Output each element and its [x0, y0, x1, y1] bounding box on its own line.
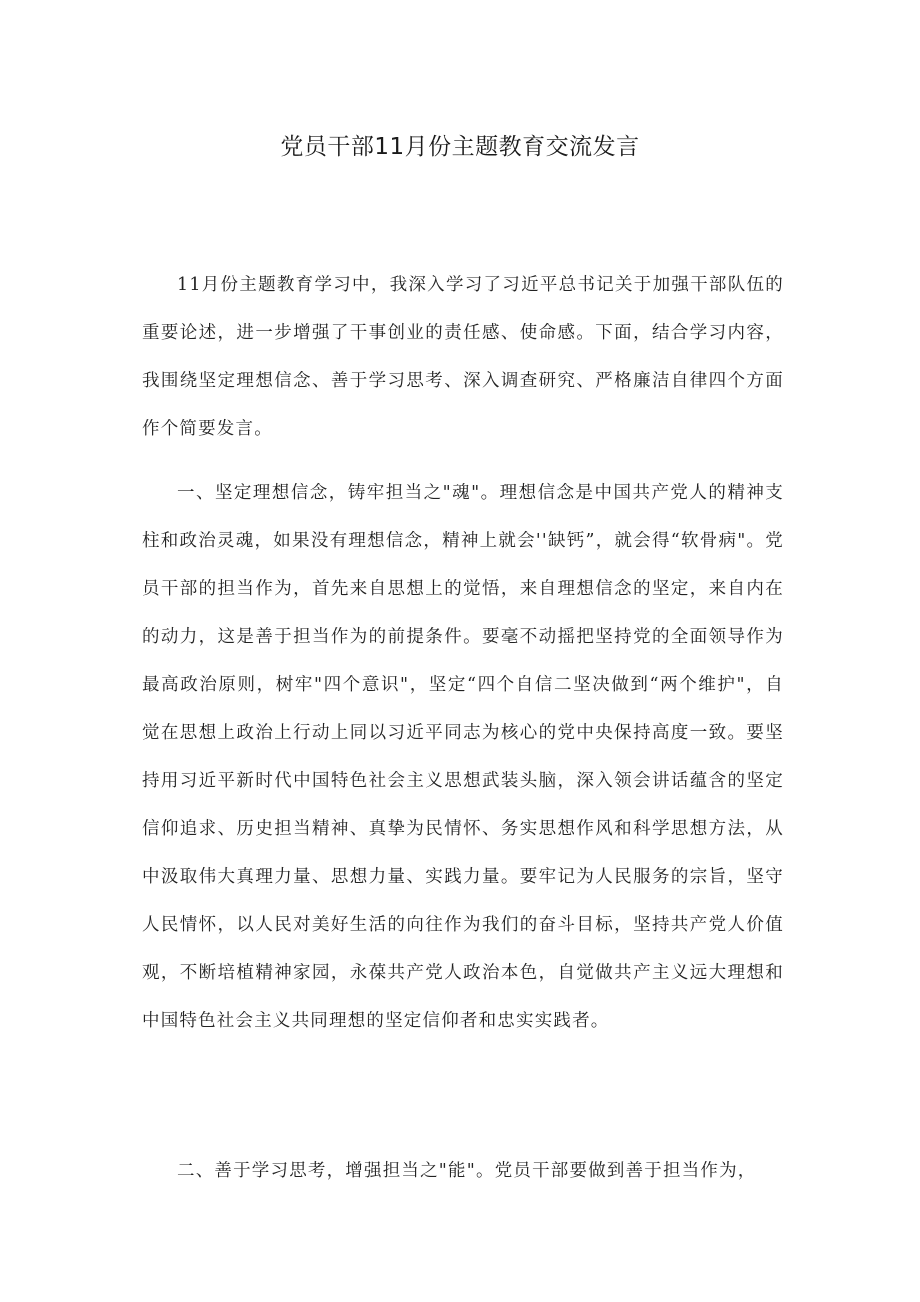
- paragraph-section-two: 二、善于学习思考，增强担当之"能"。党员干部要做到善于担当作为，: [177, 1161, 757, 1181]
- paragraph-intro: 11月份主题教育学习中，我深入学习了习近平总书记关于加强干部队伍的重要论述，进一步增强了干事创业的责任感、使命感。下面，结合学习内容，我围绕坚定理想信念、善于学习思考、深入调查研究、严格廉洁自律四个方面作个简要发言。: [142, 275, 784, 439]
- paragraph-section-one: 一、坚定理想信念，铸牢担当之"魂"。理想信念是中国共产党人的精神支柱和政治灵魂，如果没有理想信念，精神上就会''缺钙”，就会得“软骨病"。党员干部的担当作为，首先来自思想上的觉悟，来自理想信念的坚定，来自内在的动力，这是善于担当作为的前提条件。要毫不动摇把坚持党的全面领导作为最高政治原则，树牢"四个意识"，坚定“四个自信二坚决做到“两个维护"，自觉在思想上政治上行动上同以习近平同志为核心的党中央保持高度一致。要坚持用习近平新时代中国特色社会主义思想武装头脑，深入领会讲话蕴含的坚定信仰追求、历史担当精神、真挚为民情怀、务实思想作风和科学思想方法，从中汲取伟大真理力量、思想力量、实践力量。要牢记为人民服务的宗旨，坚守人民情怀，以人民对美好生活的向往作为我们的奋斗目标，坚持共产党人价值观，不断培植精神家园，永葆共产党人政治本色，自觉做共产主义远大理想和中国特色社会主义共同理想的坚定信仰者和忠实实践者。: [142, 483, 784, 1031]
- document-title: 党员干部11月份主题教育交流发言: [280, 134, 640, 160]
